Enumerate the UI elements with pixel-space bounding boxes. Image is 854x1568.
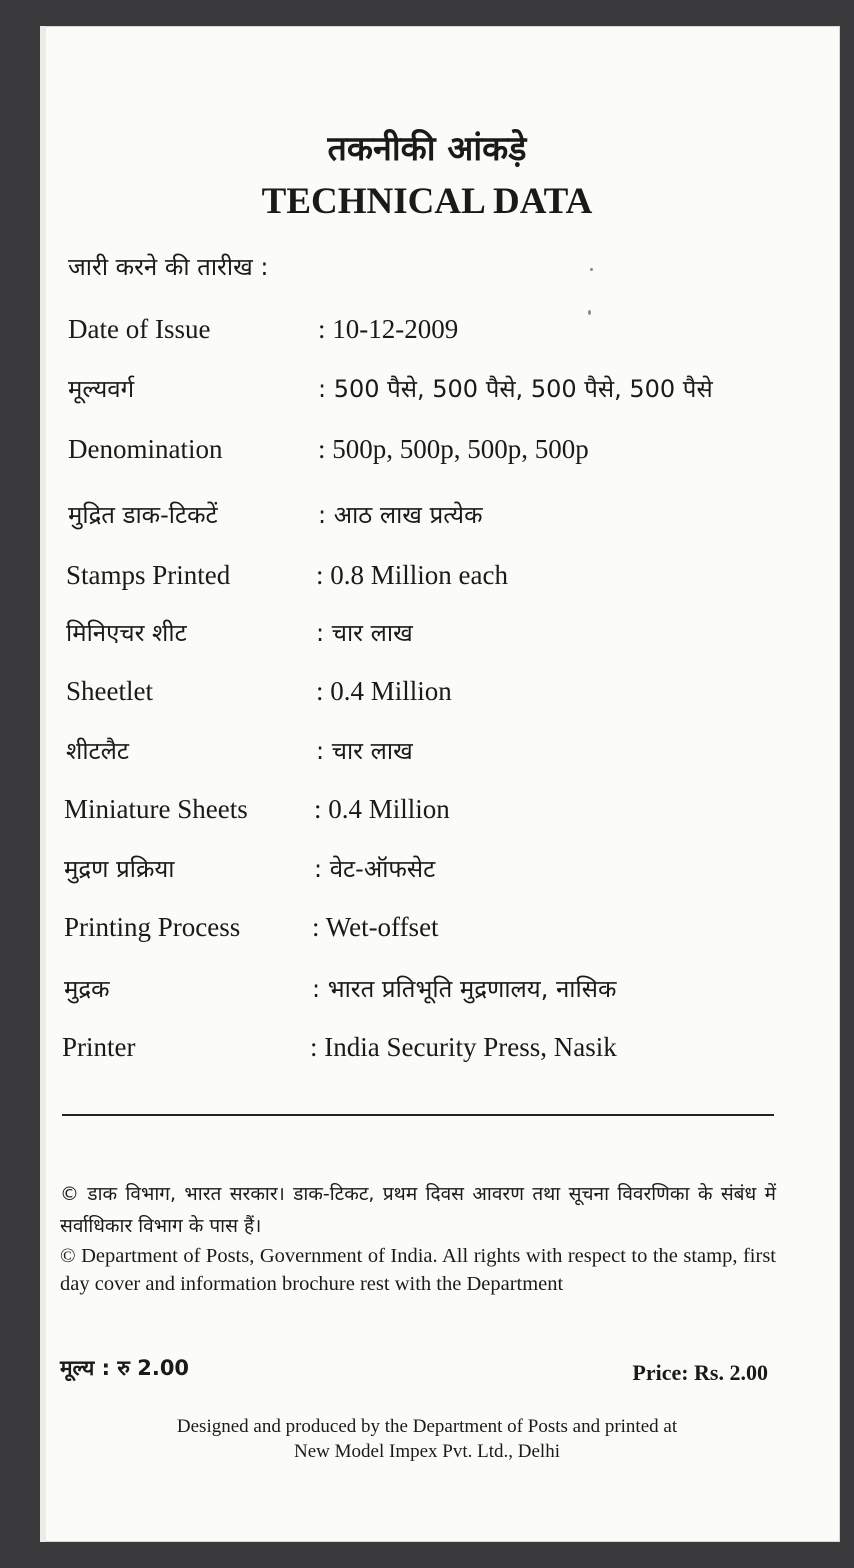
row-label: Miniature Sheets bbox=[64, 794, 248, 824]
row-label: Denomination bbox=[68, 434, 223, 464]
title-english: TECHNICAL DATA bbox=[261, 181, 593, 222]
data-row bbox=[0, 372, 854, 412]
row-label: मूल्यवर्ग bbox=[68, 375, 135, 403]
row-value: : 10-12-2009 bbox=[318, 314, 459, 344]
row-value: : 0.4 Million bbox=[316, 676, 452, 706]
data-row bbox=[0, 434, 854, 474]
credit-line-2: New Model Impex Pvt. Ltd., Delhi bbox=[294, 1441, 560, 1462]
data-row bbox=[0, 912, 854, 952]
paper-speck bbox=[590, 268, 593, 271]
row-label: मुद्रक bbox=[64, 975, 110, 1003]
data-row bbox=[0, 676, 854, 716]
copyright-hindi: © डाक विभाग, भारत सरकार। डाक-टिकट, प्रथम दिवस आवरण तथा सूचना विवरणिका के संबंध में सर्वाधिकार विभाग के पास हैं। bbox=[60, 1183, 776, 1237]
copyright-english: © Department of Posts, Government of India. All rights with respect to the stamp, first day cover and information brochure rest with the Department bbox=[60, 1245, 776, 1295]
divider-line bbox=[62, 1114, 774, 1116]
row-value: : 500 पैसे, 500 पैसे, 500 पैसे, 500 पैसे bbox=[318, 375, 713, 403]
data-row bbox=[0, 616, 854, 656]
row-value: : 500p, 500p, 500p, 500p bbox=[318, 434, 589, 464]
paper-speck bbox=[588, 310, 591, 315]
data-row bbox=[0, 314, 854, 354]
row-value: : Wet-offset bbox=[312, 912, 439, 942]
row-value: : 0.4 Million bbox=[314, 794, 450, 824]
data-row bbox=[0, 794, 854, 834]
data-row bbox=[0, 852, 854, 892]
row-label: Stamps Printed bbox=[66, 560, 231, 590]
credit-line-1: Designed and produced by the Department of Posts and printed at bbox=[176, 1416, 678, 1437]
row-label: Printing Process bbox=[64, 912, 241, 942]
row-value: : India Security Press, Nasik bbox=[310, 1032, 617, 1062]
row-label: जारी करने की तारीख : bbox=[68, 253, 269, 281]
price-english: Price: Rs. 2.00 bbox=[632, 1360, 768, 1385]
title-hindi: तकनीकी आंकड़े bbox=[327, 129, 527, 169]
row-label: मिनिएचर शीट bbox=[66, 619, 187, 647]
row-label: Sheetlet bbox=[66, 676, 153, 706]
row-label: Date of Issue bbox=[68, 314, 211, 344]
row-label: शीटलैट bbox=[66, 737, 129, 765]
data-row bbox=[0, 560, 854, 600]
row-value: : 0.8 Million each bbox=[316, 560, 508, 590]
data-row bbox=[0, 1032, 854, 1072]
row-value: : चार लाख bbox=[316, 619, 413, 647]
row-value: : वेट-ऑफसेट bbox=[314, 855, 436, 883]
data-row bbox=[0, 250, 854, 290]
data-row bbox=[0, 498, 854, 538]
row-label: Printer bbox=[62, 1032, 136, 1062]
price-hindi: मूल्य : रु 2.00 bbox=[60, 1356, 190, 1380]
data-row bbox=[0, 972, 854, 1012]
row-value: : चार लाख bbox=[316, 737, 413, 765]
row-value: : भारत प्रतिभूति मुद्रणालय, नासिक bbox=[312, 975, 617, 1003]
printer-credit bbox=[0, 1414, 854, 1464]
row-label: मुद्रित डाक-टिकटें bbox=[68, 501, 218, 529]
row-label: मुद्रण प्रक्रिया bbox=[64, 855, 175, 883]
data-row bbox=[0, 734, 854, 774]
row-value: : आठ लाख प्रत्येक bbox=[318, 501, 483, 529]
